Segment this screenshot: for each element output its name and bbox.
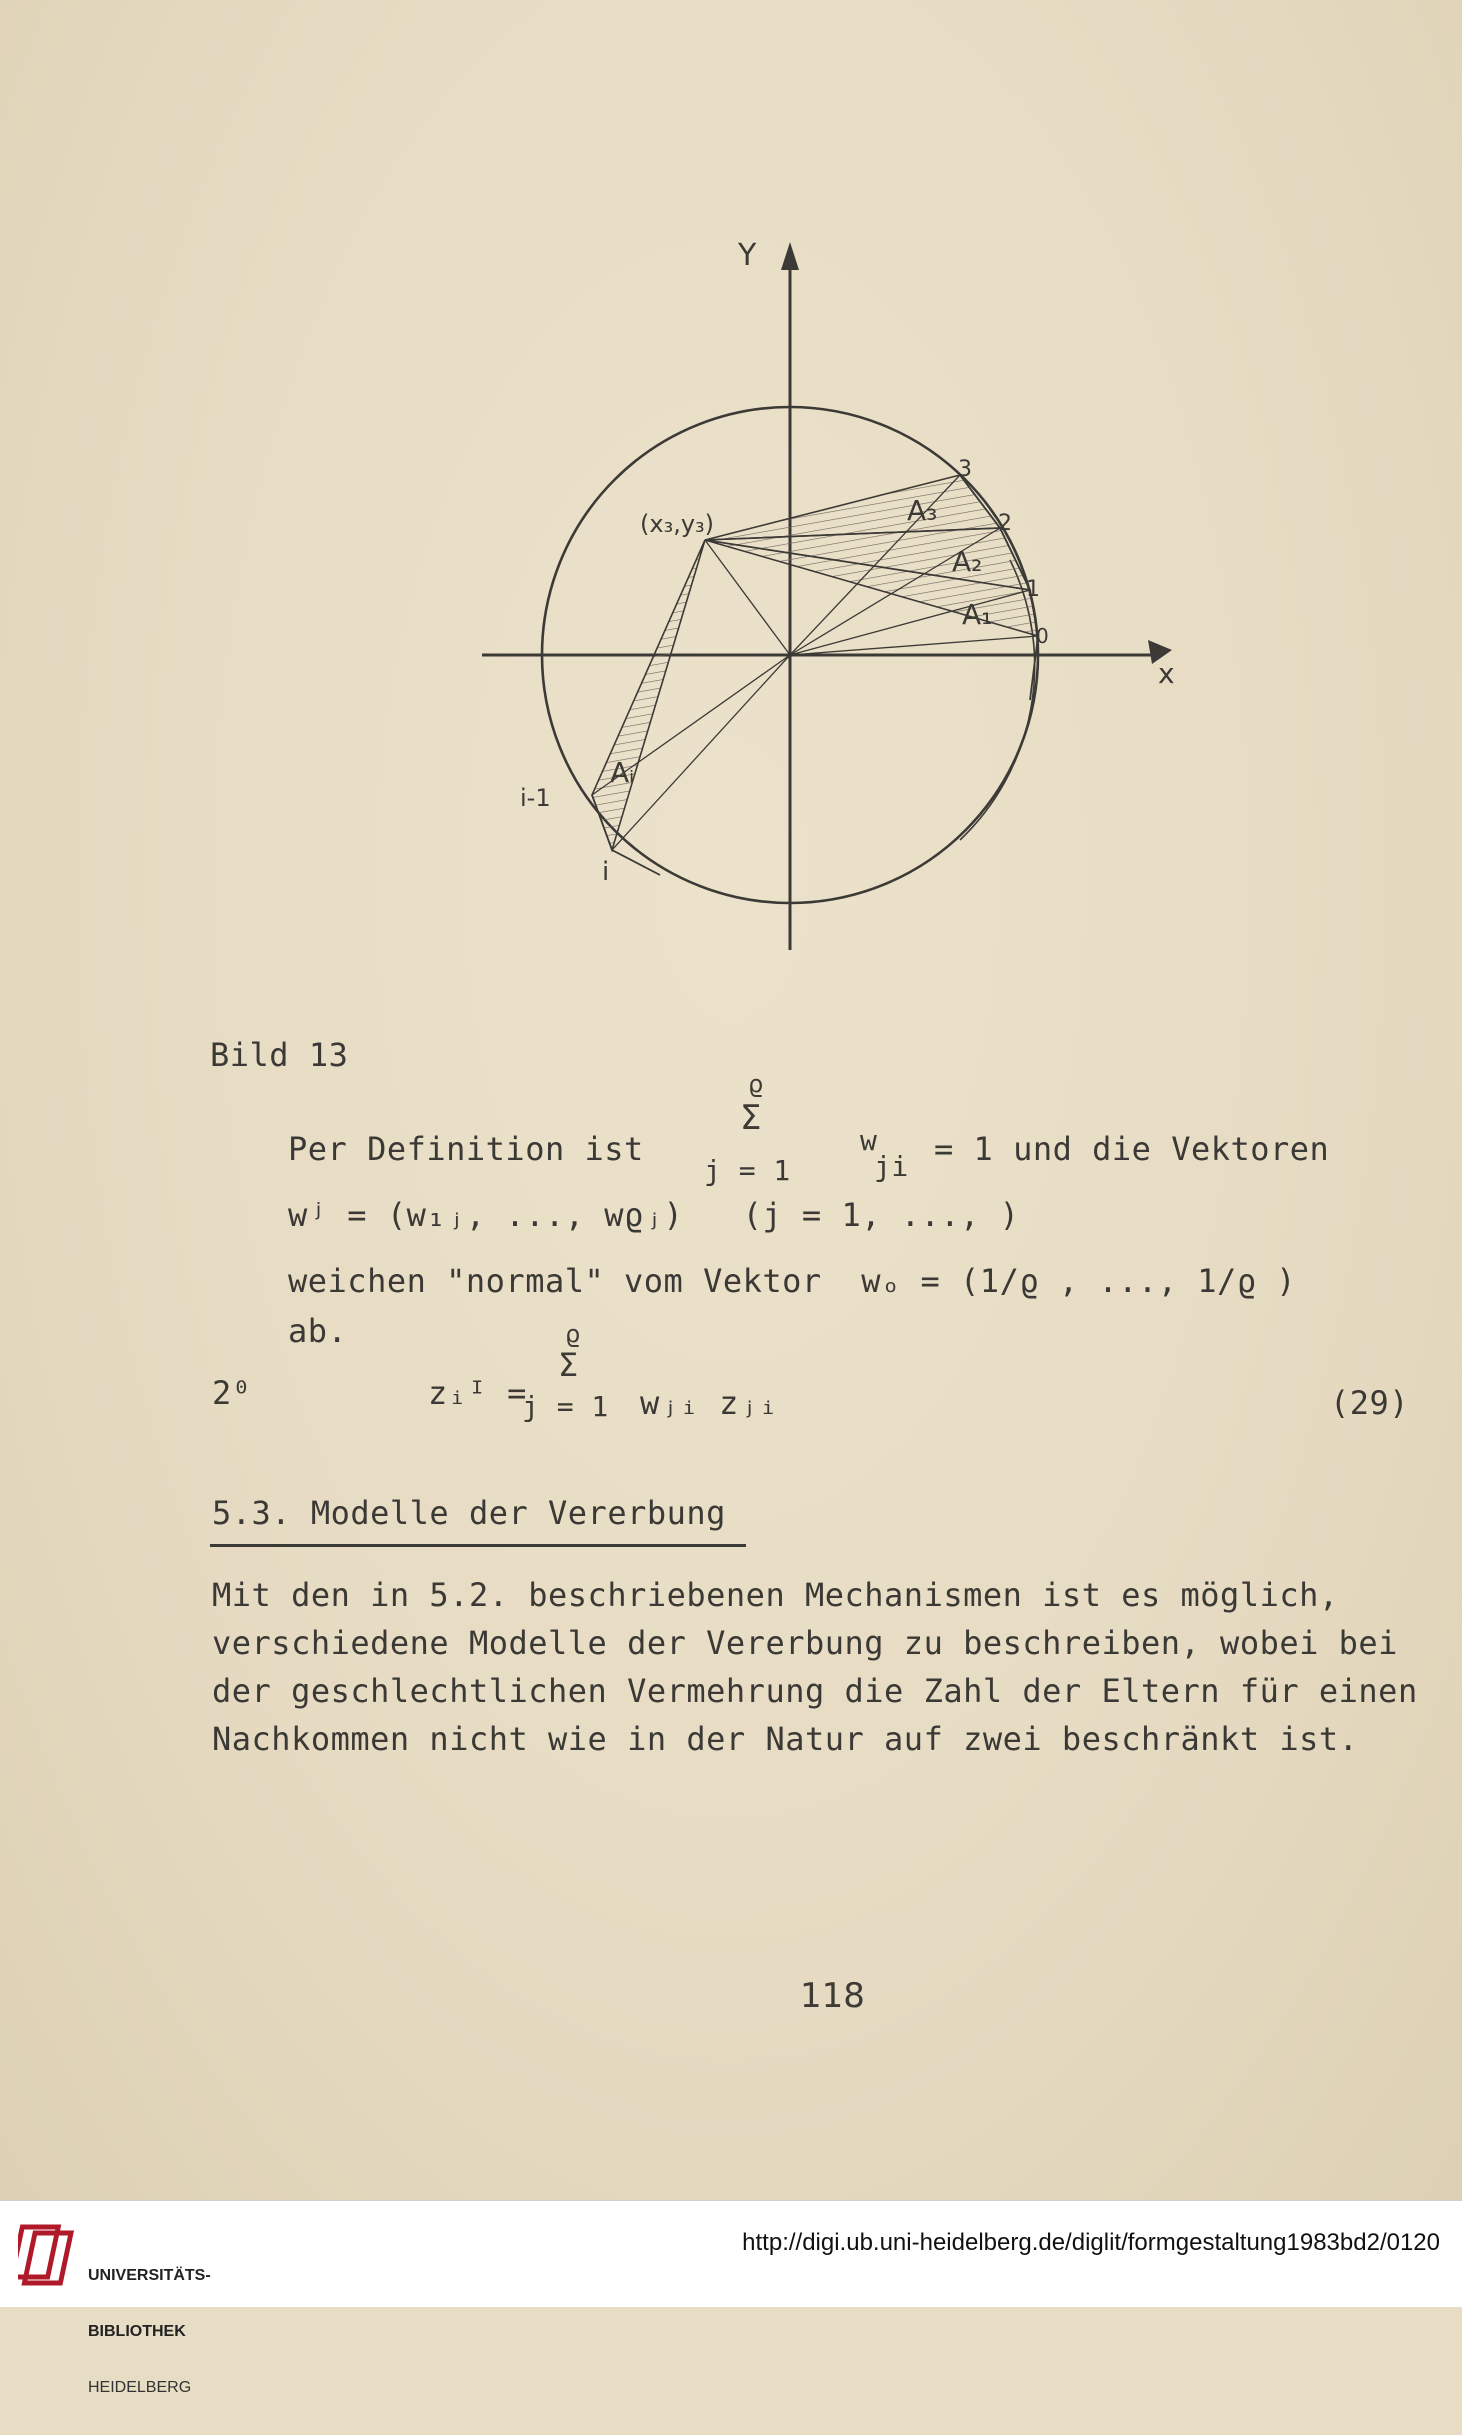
library-name[interactable]	[88, 2229, 211, 2435]
def-w: w	[860, 1124, 878, 1157]
paragraph-line: verschiedene Modelle der Vererbung zu beschreiben, wobei bei	[212, 1624, 1398, 1662]
eq-sum-bottom: j = 1	[522, 1390, 609, 1423]
sum-sign: Σ	[740, 1098, 762, 1138]
figure-diagram	[0, 0, 1462, 1000]
ab-word: ab.	[288, 1312, 348, 1350]
label-a1: A₁	[962, 598, 993, 631]
vector-line: wʲ = (w₁ⱼ, ..., wϱⱼ) (j = 1, ..., )	[288, 1196, 1020, 1234]
label-y: Y	[738, 238, 757, 273]
label-ai: Aᵢ	[610, 756, 635, 789]
logo-line-1: UNIVERSITÄTS-	[88, 2267, 211, 2284]
footer-bar	[0, 2200, 1462, 2396]
section-heading: 5.3. Modelle der Vererbung	[212, 1494, 726, 1532]
library-logo-icon[interactable]	[18, 2219, 88, 2289]
normal-line: weichen "normal" vom Vektor wₒ = (1/ϱ , ..., 1/ϱ )	[288, 1262, 1297, 1300]
logo-line-3: HEIDELBERG	[88, 2379, 192, 2396]
def-intro: Per Definition ist	[288, 1130, 644, 1168]
label-3: 3	[958, 457, 972, 482]
label-0: 0	[1036, 624, 1049, 648]
equation-number: (29)	[1330, 1384, 1410, 1422]
paragraph-line: der geschlechtlichen Vermehrung die Zahl der Eltern für einen	[212, 1672, 1418, 1710]
label-2: 2	[998, 511, 1012, 536]
logo-line-2: BIBLIOTHEK	[88, 2323, 186, 2340]
heading-underline	[210, 1544, 746, 1547]
label-a2: A₂	[952, 545, 983, 578]
source-url-link[interactable]: http://digi.ub.uni-heidelberg.de/diglit/formgestaltung1983bd2/0120	[742, 2229, 1440, 2256]
figure-caption: Bild 13	[210, 1036, 349, 1074]
label-i: i	[602, 857, 610, 887]
label-point: (x₃,y₃)	[640, 510, 715, 538]
label-a3: A₃	[907, 494, 938, 527]
def-tail: = 1 und die Vektoren	[934, 1130, 1330, 1168]
triangle-ai	[592, 540, 705, 850]
label-x: x	[1158, 657, 1175, 690]
item-number: 2⁰	[212, 1374, 252, 1412]
page-number: 118	[800, 1976, 865, 2016]
paragraph-line: Nachkommen nicht wie in der Natur auf zwei beschränkt ist.	[212, 1720, 1359, 1758]
sum-top: ϱ	[748, 1070, 764, 1098]
paragraph-line: Mit den in 5.2. beschriebenen Mechanismen ist es möglich,	[212, 1576, 1339, 1614]
eq-lhs: zᵢᴵ =	[428, 1374, 527, 1412]
eq-sum-sign: Σ	[558, 1346, 579, 1384]
label-i-minus-1: i-1	[520, 784, 551, 812]
eq-rhs: wⱼᵢ zⱼᵢ	[640, 1384, 779, 1422]
def-w-sub: ji	[874, 1150, 909, 1183]
eq-sum-top: ϱ	[565, 1320, 581, 1348]
y-axis-arrow	[781, 242, 799, 270]
sum-bottom: j = 1	[704, 1154, 791, 1187]
label-1: 1	[1026, 577, 1040, 602]
